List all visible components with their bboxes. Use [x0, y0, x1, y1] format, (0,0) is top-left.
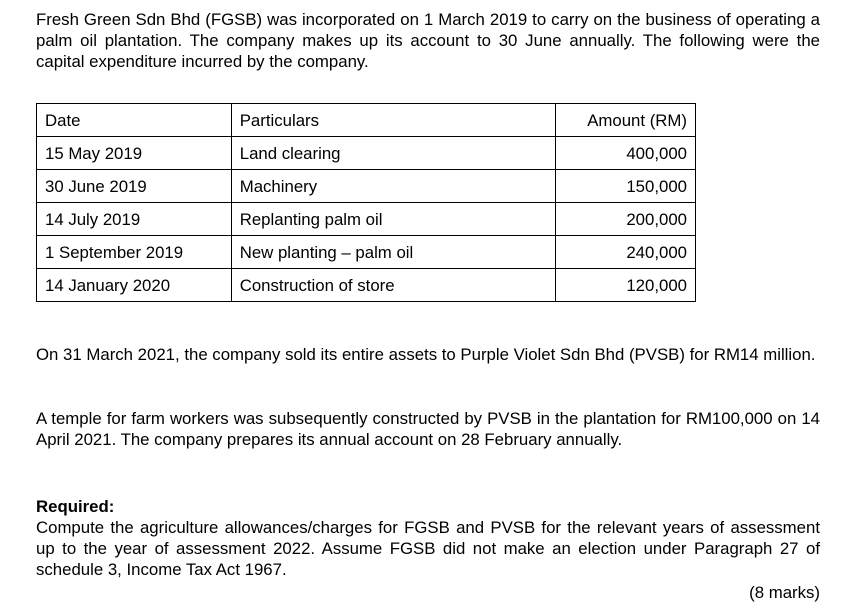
row-amount: 150,000: [556, 170, 696, 203]
marks-label: (8 marks): [749, 583, 820, 602]
temple-paragraph: A temple for farm workers was subsequently constructed by PVSB in the plantation for RM100,000 on 14 April 2021. The company prepares its annual account on 28 February annually.: [36, 409, 820, 449]
table-row: [37, 203, 696, 236]
capital-expenditure-table: [36, 103, 696, 302]
required-section: [36, 496, 820, 580]
row-amount: 400,000: [556, 137, 696, 170]
intro-paragraph: Fresh Green Sdn Bhd (FGSB) was incorporated on 1 March 2019 to carry on the business of operating a palm oil plantation. The company makes up its account to 30 June annually. The following were the capital expenditure incurred by the company.: [36, 10, 820, 71]
row-particulars: New planting – palm oil: [231, 236, 555, 269]
row-date: 14 July 2019: [37, 203, 232, 236]
required-text: Compute the agriculture allowances/charges for FGSB and PVSB for the relevant years of assessment up to the year of assessment 2022. Assume FGSB did not make an election under Paragraph 27 of schedule 3, Income Tax Act 1967.: [36, 518, 820, 579]
row-particulars: Replanting palm oil: [231, 203, 555, 236]
row-amount: 200,000: [556, 203, 696, 236]
required-heading: Required:: [36, 497, 115, 516]
table-row: [37, 269, 696, 302]
table-header-row: [37, 104, 696, 137]
sale-paragraph: On 31 March 2021, the company sold its entire assets to Purple Violet Sdn Bhd (PVSB) for RM14 million.: [36, 345, 816, 364]
row-date: 15 May 2019: [37, 137, 232, 170]
row-particulars: Machinery: [231, 170, 555, 203]
table-row: [37, 236, 696, 269]
row-particulars: Construction of store: [231, 269, 555, 302]
table-row: [37, 170, 696, 203]
row-date: 14 January 2020: [37, 269, 232, 302]
row-particulars: Land clearing: [231, 137, 555, 170]
header-date: Date: [37, 104, 232, 137]
row-amount: 240,000: [556, 236, 696, 269]
header-particulars: Particulars: [231, 104, 555, 137]
row-date: 30 June 2019: [37, 170, 232, 203]
row-date: 1 September 2019: [37, 236, 232, 269]
header-amount: Amount (RM): [556, 104, 696, 137]
row-amount: 120,000: [556, 269, 696, 302]
table-row: [37, 137, 696, 170]
